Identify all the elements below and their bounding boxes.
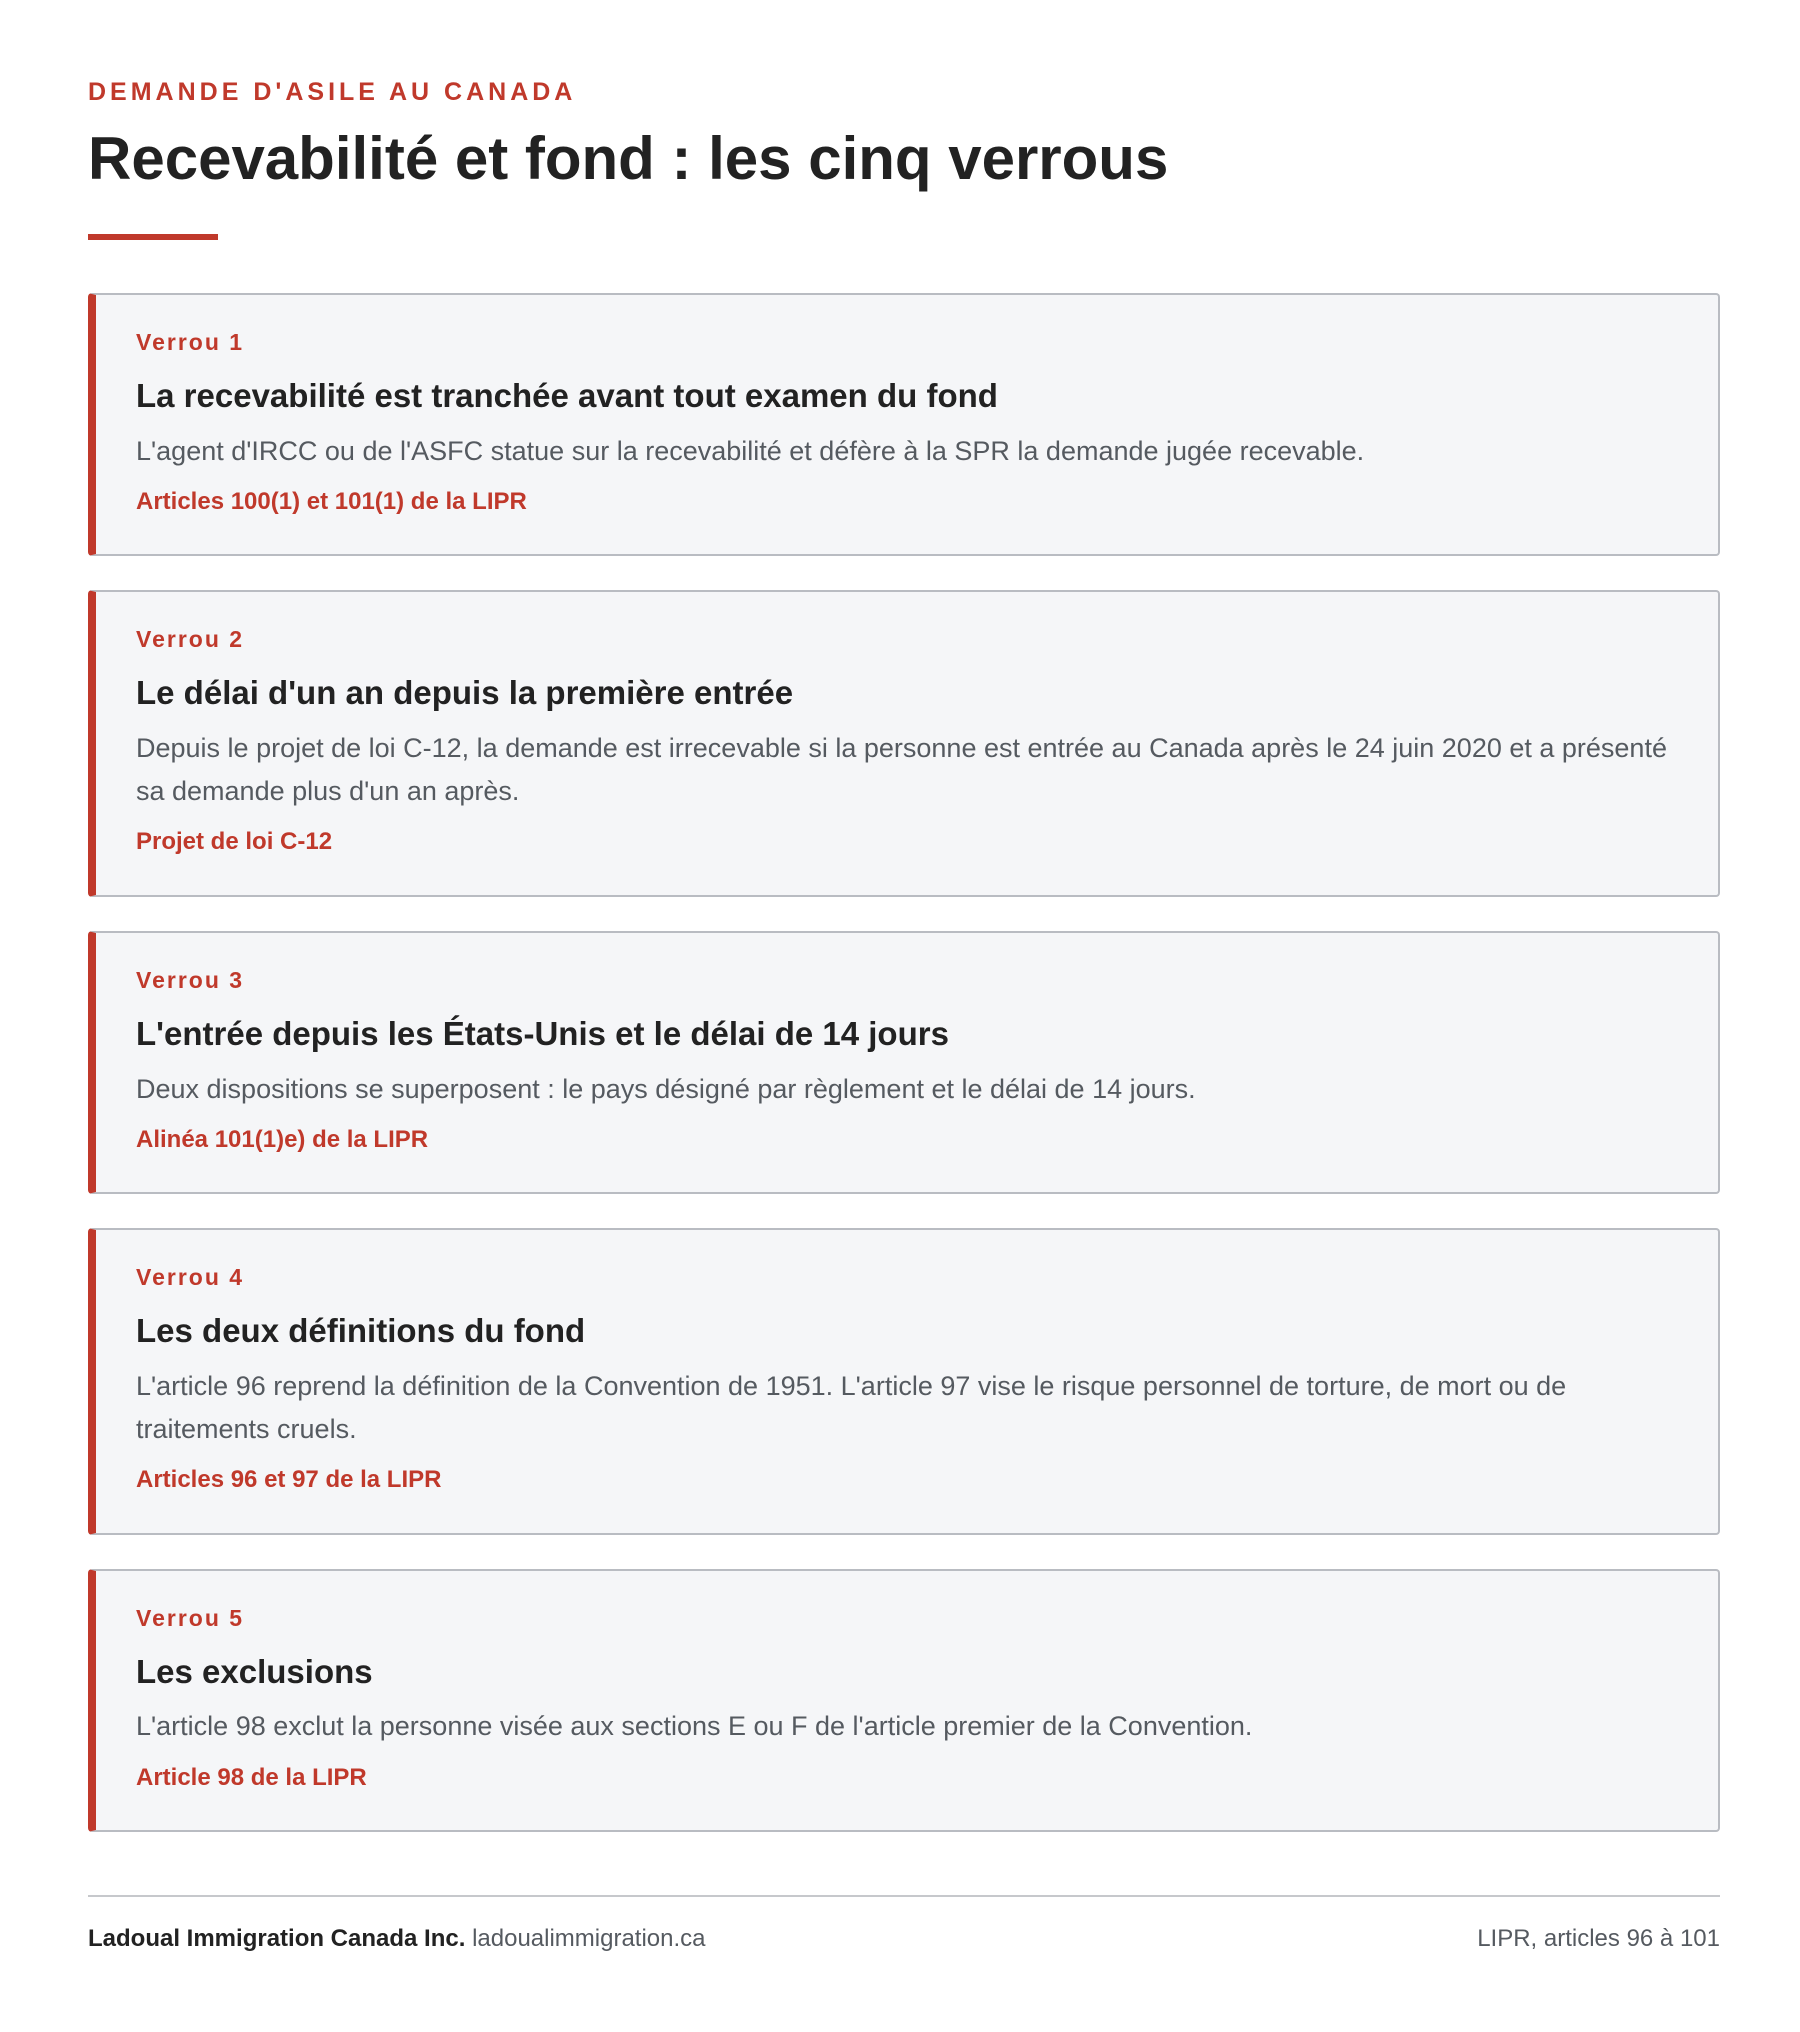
title-underline-divider: [88, 234, 218, 240]
lock-card-4: [88, 1228, 1720, 1535]
footer-company-name: Ladoual Immigration Canada Inc.: [88, 1925, 466, 1952]
page-title: Recevabilité et fond : les cinq verrous: [88, 125, 1169, 192]
footer-website: ladoualimmigration.ca: [472, 1925, 706, 1952]
lock-description: L'article 96 reprend la définition de la Convention de 1951. L'article 97 vise le risque personnel de torture, de mort ou de traitements cruels.: [136, 1370, 1567, 1445]
lock-description: Deux dispositions se superposent : le pays désigné par règlement et le délai de 14 jours.: [136, 1073, 1196, 1104]
lock-title: L'entrée depuis les États-Unis et le délai de 14 jours: [136, 1014, 949, 1052]
footer-branding: [88, 1925, 706, 1953]
lock-description: Depuis le projet de loi C-12, la demande est irrecevable si la personne est entrée au Canada après le 24 juin 2020 et a présenté sa demande plus d'un an après.: [136, 732, 1667, 807]
lock-title: La recevabilité est tranchée avant tout examen du fond: [136, 377, 998, 414]
lock-number: Verrou 3: [136, 966, 245, 993]
locks-list: [88, 293, 1720, 1866]
lock-description: L'agent d'IRCC ou de l'ASFC statue sur la recevabilité et défère à la SPR la demande jugée recevable.: [136, 435, 1365, 466]
lock-number: Verrou 2: [136, 626, 245, 653]
lock-legal-reference: Articles 100(1) et 101(1) de la LIPR: [136, 487, 527, 515]
lock-legal-reference: Projet de loi C-12: [136, 828, 333, 856]
lock-title: Les exclusions: [136, 1652, 373, 1690]
lock-number: Verrou 5: [136, 1604, 245, 1631]
footer-legal-note: LIPR, articles 96 à 101: [1477, 1925, 1720, 1952]
lock-card-1: [88, 293, 1720, 556]
lock-legal-reference: Alinéa 101(1)e) de la LIPR: [136, 1125, 429, 1153]
lock-description: L'article 98 exclut la personne visée aux sections E ou F de l'article premier de la Convention.: [136, 1711, 1253, 1742]
lock-card-5: [88, 1569, 1720, 1832]
lock-card-2: [88, 590, 1720, 897]
lock-title: Le délai d'un an depuis la première entrée: [136, 674, 794, 712]
lock-number: Verrou 1: [136, 329, 245, 355]
lock-card-3: [88, 931, 1720, 1194]
lock-legal-reference: Articles 96 et 97 de la LIPR: [136, 1466, 442, 1494]
lock-legal-reference: Article 98 de la LIPR: [136, 1763, 367, 1791]
lock-title: Les deux définitions du fond: [136, 1312, 586, 1350]
footer-divider: [88, 1895, 1720, 1897]
eyebrow-label: DEMANDE D'ASILE AU CANADA: [88, 78, 577, 106]
lock-number: Verrou 4: [136, 1264, 245, 1291]
